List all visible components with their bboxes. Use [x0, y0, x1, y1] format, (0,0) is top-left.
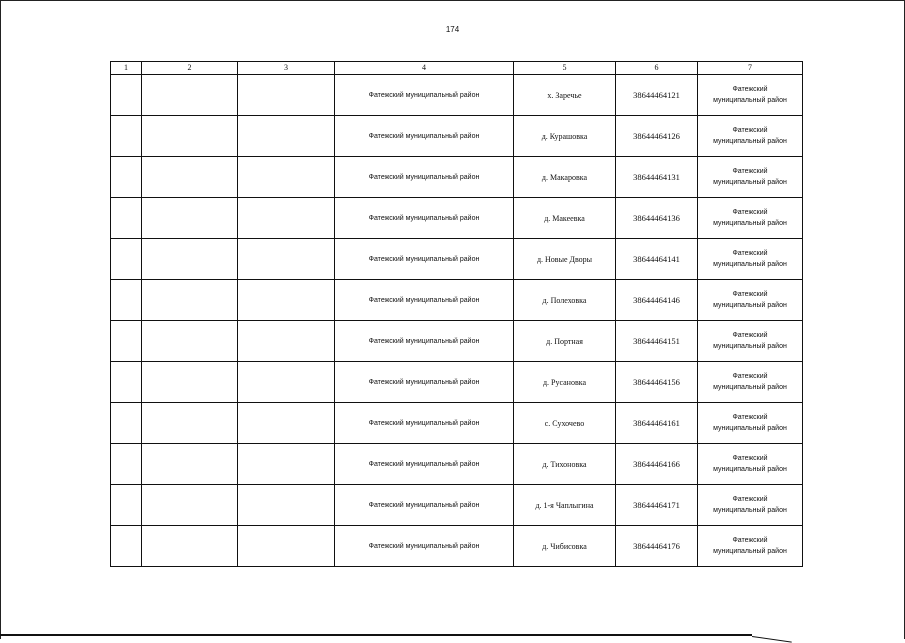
column-header-3: 3 [238, 62, 335, 75]
cell-district: Фатежский муниципальный район [335, 280, 514, 321]
table-body [111, 75, 803, 567]
cell-settlement: д. Новые Дворы [514, 239, 616, 280]
cell-municipality [698, 75, 803, 116]
cell-col-2 [142, 444, 238, 485]
cell-col-1 [111, 116, 142, 157]
cell-col-2 [142, 321, 238, 362]
cell-oktmo-code: 38644464171 [616, 485, 698, 526]
cell-district: Фатежский муниципальный район [335, 75, 514, 116]
municipality-line-2: муниципальный район [713, 507, 787, 514]
cell-oktmo-code: 38644464131 [616, 157, 698, 198]
cell-district: Фатежский муниципальный район [335, 157, 514, 198]
cell-district: Фатежский муниципальный район [335, 116, 514, 157]
cell-municipality [698, 116, 803, 157]
column-header-2: 2 [142, 62, 238, 75]
table-row [111, 444, 803, 485]
municipality-line-1: Фатежский [732, 496, 768, 503]
cell-col-3 [238, 403, 335, 444]
cell-col-2 [142, 116, 238, 157]
table-row [111, 485, 803, 526]
cell-col-3 [238, 526, 335, 567]
cell-municipality [698, 198, 803, 239]
cell-col-1 [111, 485, 142, 526]
cell-oktmo-code: 38644464141 [616, 239, 698, 280]
cell-col-3 [238, 116, 335, 157]
cell-col-2 [142, 485, 238, 526]
cell-municipality [698, 362, 803, 403]
municipality-line-1: Фатежский [732, 86, 768, 93]
cell-col-3 [238, 198, 335, 239]
cell-oktmo-code: 38644464146 [616, 280, 698, 321]
cell-district: Фатежский муниципальный район [335, 444, 514, 485]
table-row [111, 403, 803, 444]
cell-col-1 [111, 239, 142, 280]
cell-col-2 [142, 198, 238, 239]
cell-municipality [698, 485, 803, 526]
cell-settlement: х. Заречье [514, 75, 616, 116]
table-row [111, 280, 803, 321]
column-header-5: 5 [514, 62, 616, 75]
cell-col-3 [238, 444, 335, 485]
cell-settlement: д. Курашовка [514, 116, 616, 157]
cell-col-2 [142, 403, 238, 444]
cell-oktmo-code: 38644464166 [616, 444, 698, 485]
cell-settlement: д. 1-я Чаплыгина [514, 485, 616, 526]
cell-oktmo-code: 38644464176 [616, 526, 698, 567]
column-header-4: 4 [335, 62, 514, 75]
municipality-line-2: муниципальный район [713, 97, 787, 104]
municipality-line-2: муниципальный район [713, 548, 787, 555]
cell-col-1 [111, 198, 142, 239]
cell-oktmo-code: 38644464136 [616, 198, 698, 239]
cell-municipality [698, 239, 803, 280]
table-row [111, 198, 803, 239]
column-header-6: 6 [616, 62, 698, 75]
municipality-line-2: муниципальный район [713, 384, 787, 391]
cell-oktmo-code: 38644464161 [616, 403, 698, 444]
cell-district: Фатежский муниципальный район [335, 198, 514, 239]
cell-settlement: д. Русановка [514, 362, 616, 403]
cell-col-1 [111, 526, 142, 567]
table-row [111, 116, 803, 157]
cell-municipality [698, 157, 803, 198]
cell-district: Фатежский муниципальный район [335, 321, 514, 362]
cell-col-1 [111, 321, 142, 362]
municipality-line-2: муниципальный район [713, 466, 787, 473]
municipality-line-2: муниципальный район [713, 343, 787, 350]
cell-oktmo-code: 38644464126 [616, 116, 698, 157]
municipality-line-1: Фатежский [732, 455, 768, 462]
cell-col-1 [111, 362, 142, 403]
cell-settlement: д. Полеховка [514, 280, 616, 321]
municipality-line-1: Фатежский [732, 537, 768, 544]
cell-district: Фатежский муниципальный район [335, 362, 514, 403]
cell-municipality [698, 321, 803, 362]
municipality-line-2: муниципальный район [713, 302, 787, 309]
municipality-line-2: муниципальный район [713, 138, 787, 145]
municipality-line-2: муниципальный район [713, 425, 787, 432]
table-row [111, 239, 803, 280]
cell-municipality [698, 444, 803, 485]
municipality-line-1: Фатежский [732, 414, 768, 421]
table-row [111, 362, 803, 403]
cell-col-3 [238, 75, 335, 116]
cell-settlement: с. Сухочево [514, 403, 616, 444]
cell-col-3 [238, 321, 335, 362]
cell-settlement: д. Макеевка [514, 198, 616, 239]
cell-col-2 [142, 75, 238, 116]
column-header-1: 1 [111, 62, 142, 75]
table-row [111, 75, 803, 116]
municipality-line-2: муниципальный район [713, 261, 787, 268]
cell-col-2 [142, 280, 238, 321]
municipality-line-1: Фатежский [732, 168, 768, 175]
cell-col-3 [238, 362, 335, 403]
cell-district: Фатежский муниципальный район [335, 239, 514, 280]
cell-col-2 [142, 362, 238, 403]
column-header-7: 7 [698, 62, 803, 75]
table-row [111, 526, 803, 567]
cell-col-2 [142, 239, 238, 280]
cell-col-2 [142, 157, 238, 198]
municipality-line-2: муниципальный район [713, 220, 787, 227]
cell-col-3 [238, 485, 335, 526]
cell-col-3 [238, 239, 335, 280]
cell-municipality [698, 403, 803, 444]
cell-settlement: д. Тихоновка [514, 444, 616, 485]
cell-oktmo-code: 38644464156 [616, 362, 698, 403]
cell-oktmo-code: 38644464121 [616, 75, 698, 116]
municipality-line-1: Фатежский [732, 127, 768, 134]
page-bottom-rule [0, 634, 752, 636]
cell-district: Фатежский муниципальный район [335, 526, 514, 567]
cell-settlement: д. Чибисовка [514, 526, 616, 567]
cell-col-2 [142, 526, 238, 567]
cell-col-1 [111, 403, 142, 444]
header-row [111, 62, 803, 75]
table-row [111, 321, 803, 362]
cell-district: Фатежский муниципальный район [335, 485, 514, 526]
cell-col-1 [111, 75, 142, 116]
cell-col-1 [111, 157, 142, 198]
municipality-line-1: Фатежский [732, 373, 768, 380]
cell-oktmo-code: 38644464151 [616, 321, 698, 362]
cell-col-1 [111, 280, 142, 321]
cell-settlement: д. Макаровка [514, 157, 616, 198]
municipality-line-1: Фатежский [732, 250, 768, 257]
cell-col-3 [238, 280, 335, 321]
municipality-line-1: Фатежский [732, 332, 768, 339]
cell-settlement: д. Портная [514, 321, 616, 362]
cell-municipality [698, 280, 803, 321]
page-number: 174 [445, 25, 460, 34]
table-row [111, 157, 803, 198]
municipality-line-1: Фатежский [732, 291, 768, 298]
cell-municipality [698, 526, 803, 567]
cell-col-3 [238, 157, 335, 198]
registry-table [110, 61, 803, 567]
cell-col-1 [111, 444, 142, 485]
municipality-line-2: муниципальный район [713, 179, 787, 186]
municipality-line-1: Фатежский [732, 209, 768, 216]
cell-district: Фатежский муниципальный район [335, 403, 514, 444]
